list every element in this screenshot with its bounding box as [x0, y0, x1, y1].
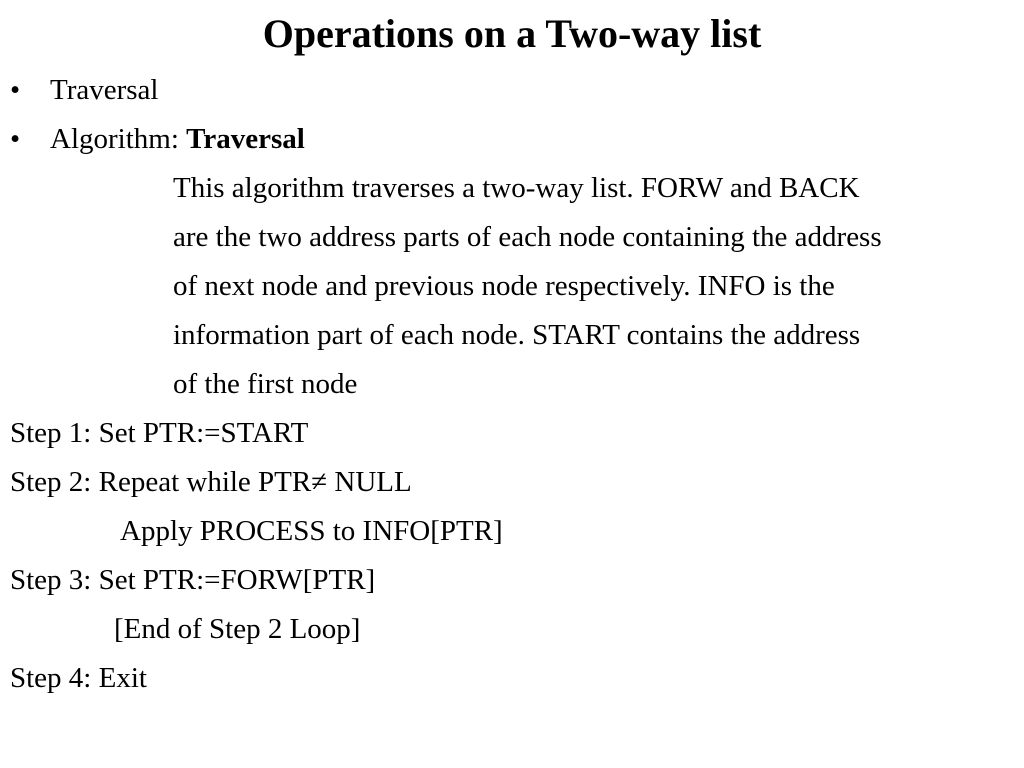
algorithm-label: Algorithm: — [50, 123, 187, 155]
step-1: Step 1: Set PTR:=START — [10, 417, 309, 449]
step-2: Step 2: Repeat while PTR≠ NULL — [10, 466, 412, 498]
description-line: information part of each node. START contains the address — [173, 319, 861, 351]
bullet-marker: • — [10, 74, 21, 106]
slide-title: Operations on a Two-way list — [262, 11, 762, 56]
description-line: This algorithm traverses a two-way list. FORW and BACK — [173, 172, 860, 204]
algorithm-name: Traversal — [186, 123, 305, 155]
step-3: Step 3: Set PTR:=FORW[PTR] — [10, 564, 376, 596]
step-4: Step 4: Exit — [10, 662, 147, 694]
description-line: of next node and previous node respectively. INFO is the — [173, 270, 835, 302]
bullet-algorithm — [50, 121, 305, 157]
bullet-marker: • — [10, 123, 21, 155]
description-line: are the two address parts of each node containing the address — [173, 221, 882, 253]
loop-end-note: [End of Step 2 Loop] — [114, 613, 361, 645]
description-line: of the first node — [173, 368, 358, 400]
step-2-body: Apply PROCESS to INFO[PTR] — [120, 515, 503, 547]
bullet-traversal: Traversal — [50, 74, 159, 106]
